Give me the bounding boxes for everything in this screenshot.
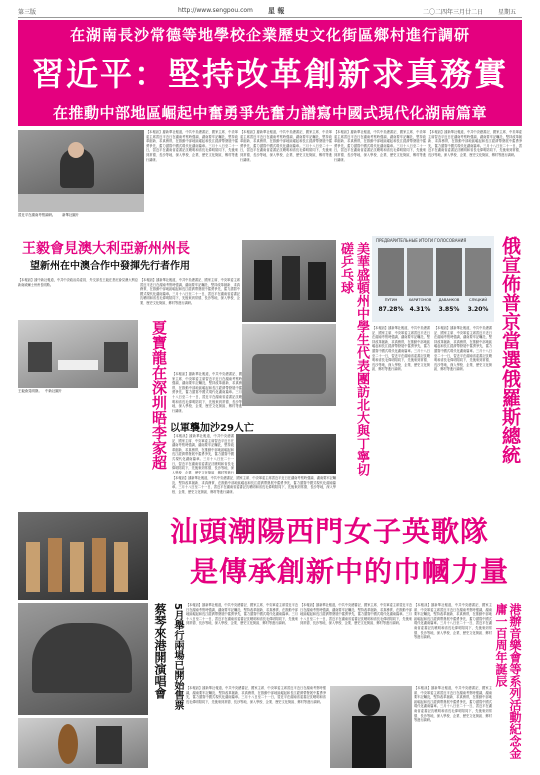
gaza-headline: 以軍襲加沙29人亡	[170, 423, 254, 434]
gaza-article: 【本報訊】據新華社報道，中共中央總書記、國家主席、中央軍委主席習近平近日在湖南考察時強調，湖南要牢記囑託，堅持改革創新、求真務實，在推動中部地區崛起和長江經濟帶發展中奮勇爭先，奮力譜寫中國式現代化湖南篇章。三月十八日至二十一日，習近平在湖南省委書記沈曉明和省長毛偉明陪同下，先後來到常德、長沙等地，深入學校、企業、歷史文化街區、鄉村等進行	[172, 434, 234, 474]
candidate-photo-3	[436, 248, 462, 296]
hk-music-headline: 港辦音樂會等系列活動紀念金庸一百周年誕辰	[494, 603, 522, 759]
cai-qin-article: 【本報訊】據新華社報道，中共中央總書記、國家主席、中央軍委主席習近平近日在湖南考察時強調，湖南要牢記囑託，堅持改革創新、求真務實，在推動中部地區崛起和長江經濟帶發展中奮勇爭先，奮力譜寫中國式現代化湖南篇章。三月十八日至二十一日，習近平在湖南省委書記沈曉明和省長毛偉明陪同下，先後來到常德、長沙等地，深入學校、企業、歷史文化街區、鄉村等進行調研。	[186, 686, 326, 704]
gaza-article-cont: 【本報訊】據新華社報道，中共中央總書記、國家主席、中央軍委主席習近平近日在湖南考察時強調，湖南要牢記囑託，堅持改革創新、求真務實，在推動中部地區崛起和長江經濟帶發展中奮勇爭先，奮力譜寫中國式現代化湖南篇章。三月十八日至二十一日，習近平在湖南省委書記沈曉明和省長毛偉明陪同下，先後來到常德、長沙等地，深入學校、企業、歷史文化街區、鄉村等進行調研。	[172, 476, 336, 494]
wang-yi-photo-caption: 王毅會見明斯。 中新社圖片	[18, 389, 63, 393]
wang-yi-article: 【本報訊】據新華社報道，中共中央總書記、國家主席、中央軍委主席習近平近日在湖南考察時強調，湖南要牢記囑託，堅持改革創新、求真務實，在推動中部地區崛起和長江經濟帶發展中奮勇爭先，奮力譜寫中國式現代化湖南篇章。三月十八日至二十一日，習近平在湖南省委書記沈曉明和省長毛偉明陪同下，先後來到常德、長沙等地，深入學校、企業、歷史文化街區、鄉村等進行調研。	[140, 278, 240, 305]
banner-headline: 習近平：堅持改革創新求真務實	[31, 55, 508, 93]
lead-article-col3: 【本報訊】據新華社報道，中共中央總書記、國家主席、中央軍委主席習近平近日在湖南考察時強調，湖南要牢記囑託，堅持改革創新、求真務實，在推動中部地區崛起和長江經濟帶發展中奮勇爭先，奮力譜寫中國式現代化湖南篇章。三月十八日至二十一日，習近平在湖南省委書記沈曉明和省長毛偉明陪同下，先後來到常德、長沙等地，深入學校、企業、歷史文化街區、鄉村等進行調研。	[334, 130, 426, 162]
candidate-name-2: ХАРИТОНОВ	[408, 298, 432, 302]
dance-troupe-photo	[18, 512, 148, 600]
shantou-article-col2: 【本報訊】據新華社報道，中共中央總書記、國家主席、中央軍委主席習近平近日在湖南考察時強調，湖南要牢記囑託，堅持改革創新、求真務實，在推動中部地區崛起和長江經濟帶發展中奮勇爭先，奮力譜寫中國式現代化湖南篇章。三月十八日至二十一日，習近平在湖南省委書記沈曉明和省長毛偉明陪同下，先後來到常德、長沙等地，深入學校、企業、歷史文化街區、鄉村等進行調研。	[300, 603, 412, 626]
candidate-name-3: ДАВАНКОВ	[438, 298, 460, 302]
shantou-article-col1: 【本報訊】據新華社報道，中共中央總書記、國家主席、中央軍委主席習近平近日在湖南考察時強調，湖南要牢記囑託，堅持改革創新、求真務實，在推動中部地區崛起和長江經濟帶發展中奮勇爭先，奮力譜寫中國式現代化湖南篇章。三月十八日至二十一日，習近平在湖南省委書記沈曉明和省長毛偉明陪同下，先後來到常德、長沙等地，深入學校、企業、歷史文化街區、鄉村等進行調研。	[186, 603, 298, 626]
lead-photo-caption: 習近平在湖南考察調研。 新華社圖片	[18, 213, 80, 217]
banner-kicker: 在湖南長沙常德等地學校企業歷史文化街區鄉村進行調研	[69, 26, 470, 44]
xia-baolong-article: 【本報訊】據新華社報道，中共中央總書記、國家主席、中央軍委主席習近平近日在湖南考察時強調，湖南要牢記囑託，堅持改革創新、求真務實，在推動中部地區崛起和長江經濟帶發展中奮勇爭先，奮力譜寫中國式現代化湖南篇章。三月十八日至二十一日，習近平在湖南省委書記沈曉明和省長毛偉明陪同下，先後來到常德、長沙等地，深入學校、企業、歷史文化街區、鄉村等進行調研。	[172, 372, 242, 413]
page-number: 第三版	[18, 9, 37, 16]
cai-qin-subheadline: 5月舉行兩場已開始售票	[172, 603, 183, 710]
wang-yi-subheadline: 望新州在中澳合作中發揮先行者作用	[30, 261, 190, 272]
lead-photo	[18, 130, 144, 212]
xia-baolong-headline: 夏寶龍在深圳晤李家超	[150, 320, 168, 470]
candidate-pct-2: 4.31%	[409, 306, 431, 313]
candidate-pct-1: 87.28%	[378, 306, 404, 313]
candidate-photo-1	[378, 248, 404, 296]
banner-subheadline: 在推動中部地區崛起中奮勇爭先奮力譜寫中國式現代化湖南篇章	[52, 104, 487, 122]
candidate-pct-3: 3.85%	[438, 306, 460, 313]
wang-yi-dateline: 【本報訊】據中新社報道，中共中央政治局委員、外交部長王毅在悉尼會見澳大利亞新南威爾士州州長明斯。	[18, 278, 138, 287]
wang-yi-photo	[18, 320, 138, 388]
shantou-article-col3: 【本報訊】據新華社報道，中共中央總書記、國家主席、中央軍委主席習近平近日在湖南考察時強調，湖南要牢記囑託，堅持改革創新、求真務實，在推動中部地區崛起和長江經濟帶發展中奮勇爭先，奮力譜寫中國式現代化湖南篇章。三月十八日至二十一日，習近平在湖南省委書記沈曉明和省長毛偉明陪同下，先後來到常德、長沙等地，深入學校、企業、歷史文化街區、鄉村等進行調研。	[414, 603, 492, 640]
hk-music-article: 【本報訊】據新華社報道，中共中央總書記、國家主席、中央軍委主席習近平近日在湖南考察時強調，湖南要牢記囑託，堅持改革創新、求真務實，在推動中部地區崛起和長江經濟帶發展中奮勇爭先，奮力譜寫中國式現代化湖南篇章。三月十八日至二十一日，習近平在湖南省委書記沈曉明和省長毛偉明陪同下，先後來到常德、長沙等地，深入學校、企業、歷史文化街區、鄉村等進行調研。	[414, 686, 492, 723]
putin-headline: 俄宣佈普京當選俄羅斯總統	[499, 236, 521, 464]
candidate-photo-4	[465, 248, 491, 296]
cai-qin-headline: 蔡琴來港開演唱會	[153, 603, 167, 699]
candidate-pct-4: 3.20%	[467, 306, 489, 313]
dance-performance-photo	[18, 603, 148, 715]
putin-article-col1: 【本報訊】據新華社報道，中共中央總書記、國家主席、中央軍委主席習近平近日在湖南考察時強調，湖南要牢記囑託，堅持改革創新、求真務實，在推動中部地區崛起和長江經濟帶發展中奮勇爭先，奮力譜寫中國式現代化湖南篇章。三月十八日至二十一日，習近平在湖南省委書記沈曉明和省長毛偉明陪同下，先後來到常德、長沙等地，深入學校、企業、歷史文化街區、鄉村等進行調研。	[372, 326, 430, 372]
wang-yi-headline: 王毅會見澳大利亞新州州長	[22, 241, 190, 257]
cai-qin-pipa-photo	[18, 718, 148, 768]
singer-photo	[330, 686, 412, 768]
putin-chart-label: ПРЕДВАРИТЕЛЬНЫЕ ИТОГИ ГОЛОСОВАНИЯ	[376, 238, 467, 243]
candidate-photo-2	[407, 248, 433, 296]
lead-banner	[18, 20, 522, 126]
lead-article-col1: 【本報訊】據新華社報道，中共中央總書記、國家主席、中央軍委主席習近平近日在湖南考察時強調，湖南要牢記囑託，堅持改革創新、求真務實，在推動中部地區崛起和長江經濟帶發展中奮勇爭先，奮力譜寫中國式現代化湖南篇章。三月十八日至二十一日，習近平在湖南省委書記沈曉明和省長毛偉明陪同下，先後來到常德、長沙等地，深入學校、企業、歷史文化街區、鄉村等進行調研。	[146, 130, 238, 162]
us-students-headline: 美華盛頓州中學生代表團訪北大與丁寧切磋乒乓球	[338, 242, 369, 476]
putin-article-col2: 【本報訊】據新華社報道，中共中央總書記、國家主席、中央軍委主席習近平近日在湖南考察時強調，湖南要牢記囑託，堅持改革創新、求真務實，在推動中部地區崛起和長江經濟帶發展中奮勇爭先，奮力譜寫中國式現代化湖南篇章。三月十八日至二十一日，習近平在湖南省委書記沈曉明和省長毛偉明陪同下，先後來到常德、長沙等地，深入學校、企業、歷史文化街區、鄉村等進行調研。	[434, 326, 492, 372]
gaza-photo	[236, 434, 336, 474]
issue-date: 二〇二四年三月廿二日	[423, 9, 484, 16]
lead-article-col4: 【本報訊】據新華社報道，中共中央總書記、國家主席、中央軍委主席習近平近日在湖南考察時強調，湖南要牢記囑託，堅持改革創新、求真務實，在推動中部地區崛起和長江經濟帶發展中奮勇爭先，奮力譜寫中國式現代化湖南篇章。三月十八日至二十一日，習近平在湖南省委書記沈曉明和省長毛偉明陪同下，先後來到常德、長沙等地，深入學校、企業、歷史文化街區、鄉村等進行調研。	[428, 130, 522, 157]
putin-results-graphic	[372, 236, 494, 322]
ping-pong-photo	[242, 240, 336, 322]
lead-article-col2: 【本報訊】據新華社報道，中共中央總書記、國家主席、中央軍委主席習近平近日在湖南考察時強調，湖南要牢記囑託，堅持改革創新、求真務實，在推動中部地區崛起和長江經濟帶發展中奮勇爭先，奮力譜寫中國式現代化湖南篇章。三月十八日至二十一日，習近平在湖南省委書記沈曉明和省長毛偉明陪同下，先後來到常德、長沙等地，深入學校、企業、歷史文化街區、鄉村等進行調研。	[240, 130, 332, 162]
candidate-name-4: СЛУЦКИЙ	[468, 298, 488, 302]
header-rule	[18, 17, 522, 18]
site-url[interactable]: http://www.sengpou.com	[178, 7, 253, 14]
shantou-headline-1: 汕頭潮陽西門女子英歌隊	[170, 515, 490, 548]
weekday: 星期五	[498, 9, 517, 16]
masthead: 星 報	[268, 7, 285, 15]
shantou-headline-2: 是傳承創新中的巾幗力量	[190, 555, 510, 588]
students-photo	[242, 324, 336, 406]
candidate-name-1: ПУТИН	[384, 298, 398, 302]
